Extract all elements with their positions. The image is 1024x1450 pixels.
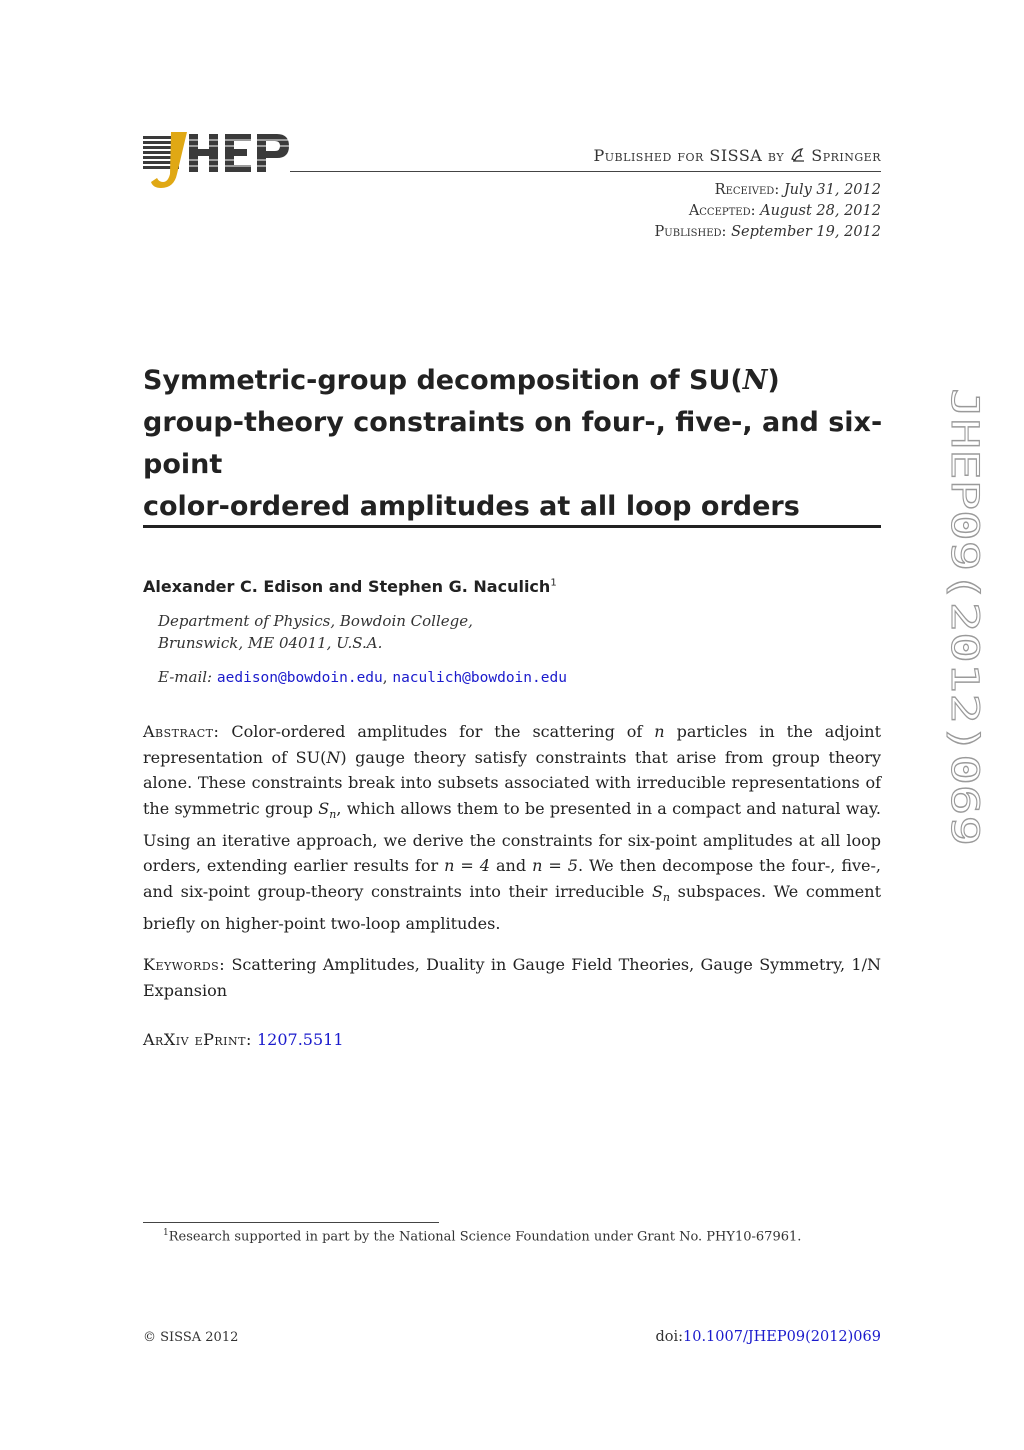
doi-label: doi:	[655, 1329, 683, 1345]
publication-dates	[560, 180, 881, 243]
received-row	[560, 180, 881, 201]
springer-icon	[790, 146, 812, 165]
received-label: Received:	[714, 182, 780, 198]
footnote-text: Research supported in part by the National Science Foundation under Grant No. PHY10-67961.	[168, 1229, 802, 1245]
title-line-3: color-ordered amplitudes at all loop orders	[143, 491, 800, 522]
arxiv-link[interactable]: 1207.5511	[256, 1030, 344, 1049]
email-label: E-mail:	[158, 668, 213, 686]
keywords-text: Scattering Amplitudes, Duality in Gauge Field Theories, Gauge Symmetry, 1/N Expansion	[143, 955, 881, 1000]
arxiv-label: ArXiv ePrint:	[143, 1030, 252, 1049]
jhep-logo	[143, 130, 293, 194]
received-date: July 31, 2012	[783, 182, 881, 198]
side-identifier-text: JHEP09(2012)069	[943, 388, 986, 723]
affiliation	[158, 610, 473, 654]
published-date: September 19, 2012	[731, 224, 881, 240]
affiliation-line-2: Brunswick, ME 04011, U.S.A.	[158, 634, 383, 652]
publisher-line	[440, 146, 881, 165]
authors	[143, 577, 557, 596]
published-row	[560, 222, 881, 243]
keywords-label: Keywords:	[143, 955, 226, 974]
title-rule	[143, 525, 881, 528]
author-footnote-mark: 1	[550, 577, 557, 589]
title-line-1: Symmetric-group decomposition of SU(N)	[143, 365, 780, 396]
abstract-label: Abstract:	[143, 722, 220, 741]
side-identifier	[938, 388, 988, 858]
keywords	[143, 952, 881, 1003]
paper-title	[143, 360, 883, 528]
accepted-label: Accepted:	[688, 203, 756, 219]
abstract: Abstract: Color-ordered amplitudes for the scattering of n particles in the adjoint representation of SU(N) gauge theory satisfy constraints that arise from group theory alone. These constraints break into subsets associated with irreducible representations of the symmetric group $S_n$, which allows them to be presented in a compact and natural way. Using an iterative approach, we derive the constraints for six-point amplitudes at all loop orders, extending earlier results for n = 4 and n = 5. We then decompose the four-, five-, and six-point group-theory constraints into their irreducible $S_n$ subspaces. We comment briefly on higher-point two-loop amplitudes.	[143, 722, 882, 933]
email-line: E-mail: aedison@bowdoin.edu, naculich@bowdoin.edu	[158, 668, 567, 686]
accepted-date: August 28, 2012	[760, 203, 881, 219]
title-line-2: group-theory constraints on four-, five-, and six-point	[143, 407, 883, 480]
affiliation-line-1: Department of Physics, Bowdoin College,	[158, 612, 473, 630]
doi-line	[560, 1329, 881, 1345]
published-label: Published:	[654, 224, 727, 240]
copyright: © SISSA 2012	[143, 1330, 239, 1345]
publisher-name: Springer	[811, 146, 881, 165]
email-link-naculich[interactable]: naculich@bowdoin.edu	[392, 670, 567, 686]
publisher-text: Published for SISSA by	[593, 146, 785, 165]
header-rule	[290, 171, 881, 172]
footnote-mark: 1	[163, 1228, 169, 1238]
accepted-row	[560, 201, 881, 222]
author-names: Alexander C. Edison and Stephen G. Naculich	[143, 577, 551, 596]
arxiv-line	[143, 1030, 344, 1049]
footnote-rule	[143, 1222, 439, 1223]
email-link-edison[interactable]: aedison@bowdoin.edu	[216, 670, 383, 686]
doi-link[interactable]: 10.1007/JHEP09(2012)069	[683, 1329, 881, 1345]
footnote	[163, 1228, 801, 1244]
